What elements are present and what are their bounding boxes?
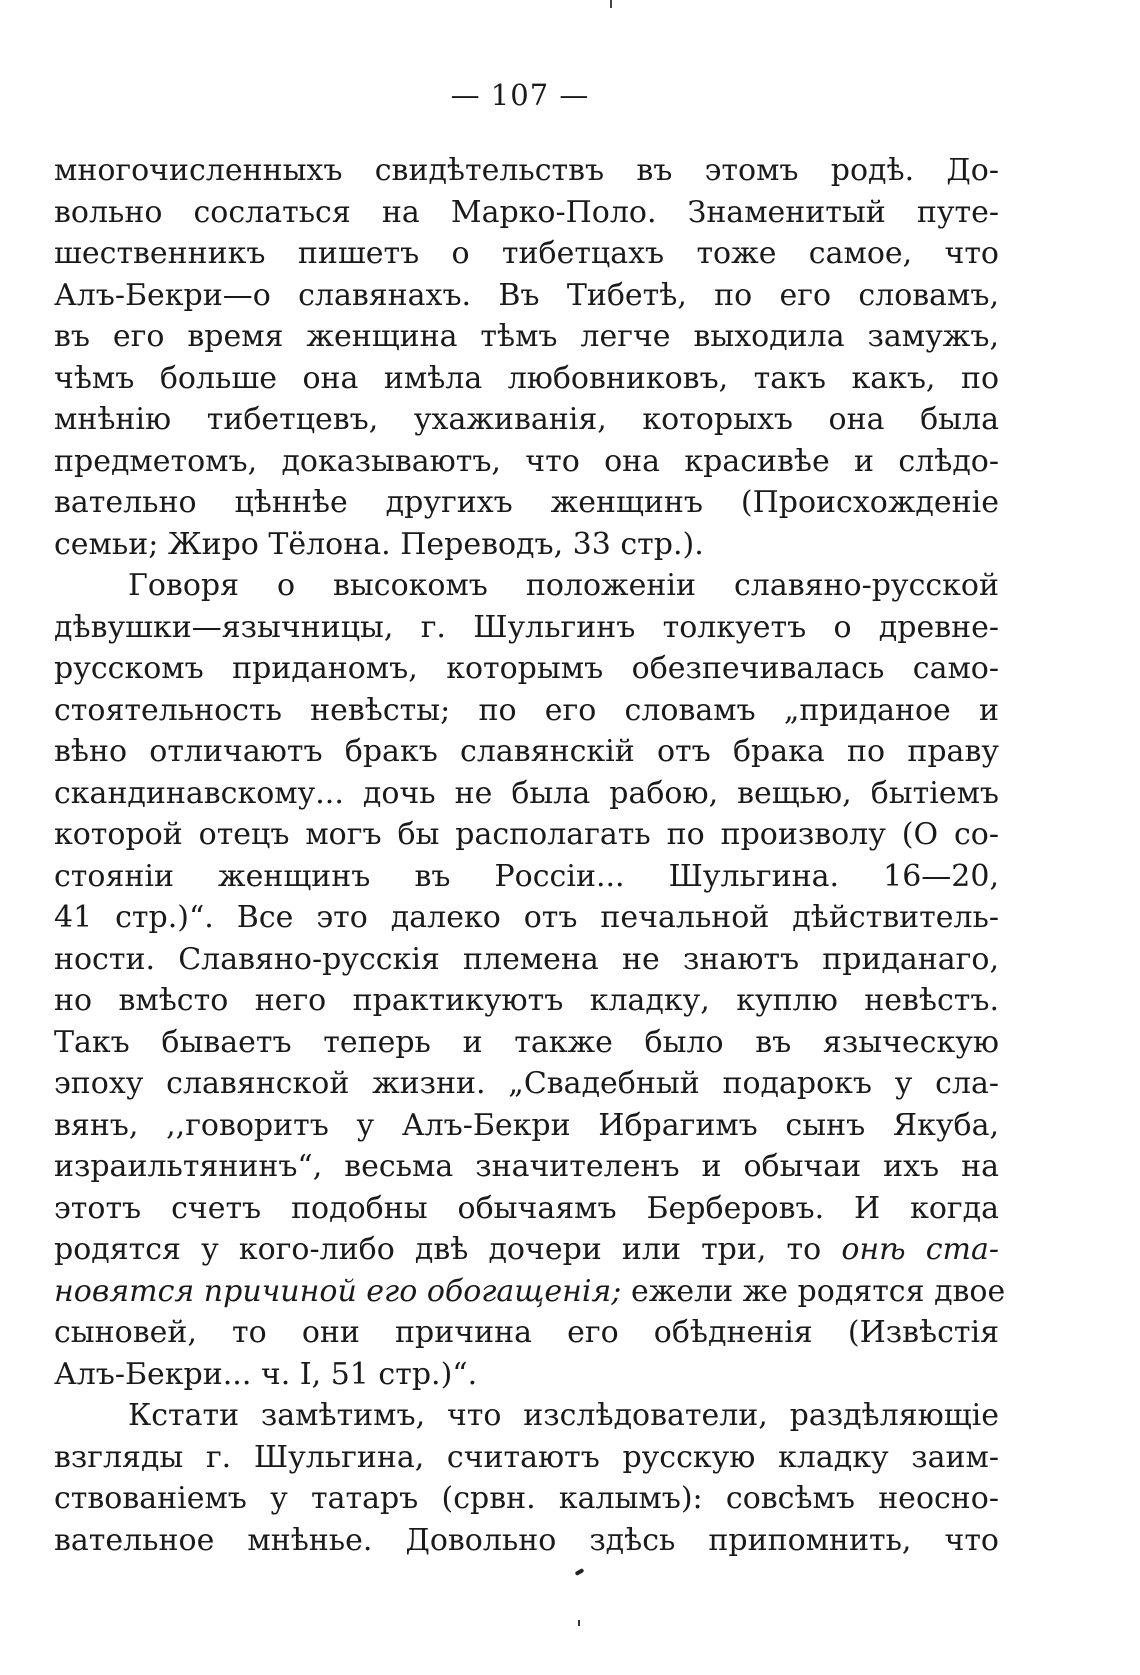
- text-line: скандинавскому... дочь не была рабою, вещью, бытіемъ: [54, 775, 999, 811]
- text-line: стояніи женщинъ въ Россіи... Шульгина. 16—20,: [54, 858, 999, 894]
- text-line: стоятельность невѣсты; по его словамъ „приданое и: [54, 692, 999, 728]
- text-line: вательно цѣннѣе другихъ женщинъ (Происхожденіе: [54, 485, 999, 520]
- text-line: Алъ-Бекри... ч. I, 51 стр.)“.: [54, 1356, 478, 1392]
- text-line: этотъ счетъ подобны обычаямъ Берберовъ. И когда: [54, 1190, 999, 1226]
- text-line: Алъ-Бекри—о славянахъ. Въ Тибетѣ, по его словамъ,: [54, 277, 999, 313]
- text-line: шественникъ пишетъ о тибетцахъ тоже самое, что: [54, 236, 999, 271]
- text-line: предметомъ, доказываютъ, что она красивѣе и слѣдо-: [54, 443, 999, 479]
- text-line: многочисленныхъ свидѣтельствъ въ этомъ родѣ. До-: [54, 153, 999, 188]
- text-line: мнѣнію тибетцевъ, ухаживанія, которыхъ она была: [54, 402, 999, 437]
- italic-text: новятся причиной его обогащенія;: [54, 1273, 622, 1309]
- text-line: въ его время женщина тѣмъ легче выходила замужъ,: [54, 319, 999, 354]
- text-line: ности. Славяно-русскія племена не знаютъ приданаго,: [54, 941, 999, 977]
- text-line: Кстати замѣтимъ, что изслѣдователи, раздѣляющіе: [128, 1398, 999, 1433]
- text-line: вянъ, ,,говоритъ у Алъ-Бекри Ибрагимъ сынъ Якуба,: [54, 1107, 999, 1143]
- body-text: [54, 150, 1006, 1561]
- text-line: взгляды г. Шульгина, считаютъ русскую кладку заим-: [54, 1439, 999, 1475]
- text-line: вательное мнѣнье. Довольно здѣсь припомнить, что: [54, 1522, 999, 1558]
- text-line: 41 стр.)“. Все это далеко отъ печальной дѣйствитель-: [54, 900, 999, 935]
- text-segment: ежели же родятся двое: [630, 1273, 1006, 1309]
- scan-speck: [610, 0, 612, 8]
- text-line: чѣмъ больше она имѣла любовниковъ, такъ какъ, по: [54, 360, 999, 396]
- scan-speck: [575, 1568, 585, 1576]
- text-line: семьи; Жиро Тёлона. Переводъ, 33 стр.).: [54, 526, 704, 562]
- scan-speck: [578, 1620, 580, 1626]
- page-number: — 107 —: [450, 78, 590, 112]
- text-line: которой отецъ могъ бы располагать по произволу (О со-: [54, 817, 999, 852]
- text-line: вѣно отличаютъ бракъ славянскій отъ брака по праву: [54, 734, 999, 769]
- text-line: дѣвушки—язычницы, г. Шульгинъ толкуетъ о древне-: [54, 609, 999, 645]
- text-line: ствованіемъ у татаръ (срвн. калымъ): совсѣмъ неосно-: [54, 1481, 999, 1516]
- text-line: русскомъ приданомъ, которымъ обезпечивалась само-: [54, 651, 999, 686]
- italic-text: онѣ ста-: [841, 1232, 999, 1267]
- text-segment: родятся у кого-либо двѣ дочери или три, то: [54, 1232, 822, 1267]
- text-line: Говоря о высокомъ положеніи славяно-русской: [128, 568, 999, 603]
- text-line-mixed: [54, 1271, 1006, 1313]
- text-line: израильтянинъ“, весьма значителенъ и обычаи ихъ на: [54, 1149, 999, 1184]
- text-line: но вмѣсто него практикуютъ кладку, куплю невѣстъ.: [54, 983, 999, 1018]
- text-line-mixed: [54, 1229, 999, 1271]
- text-line: сыновей, то они причина его обѣдненія (Извѣстія: [54, 1315, 999, 1350]
- text-line: Такъ бываетъ теперь и также было въ языческую: [54, 1024, 999, 1060]
- text-line: эпоху славянской жизни. „Свадебный подарокъ у сла-: [54, 1066, 999, 1101]
- text-line: вольно сослаться на Марко-Поло. Знаменитый путе-: [54, 194, 999, 230]
